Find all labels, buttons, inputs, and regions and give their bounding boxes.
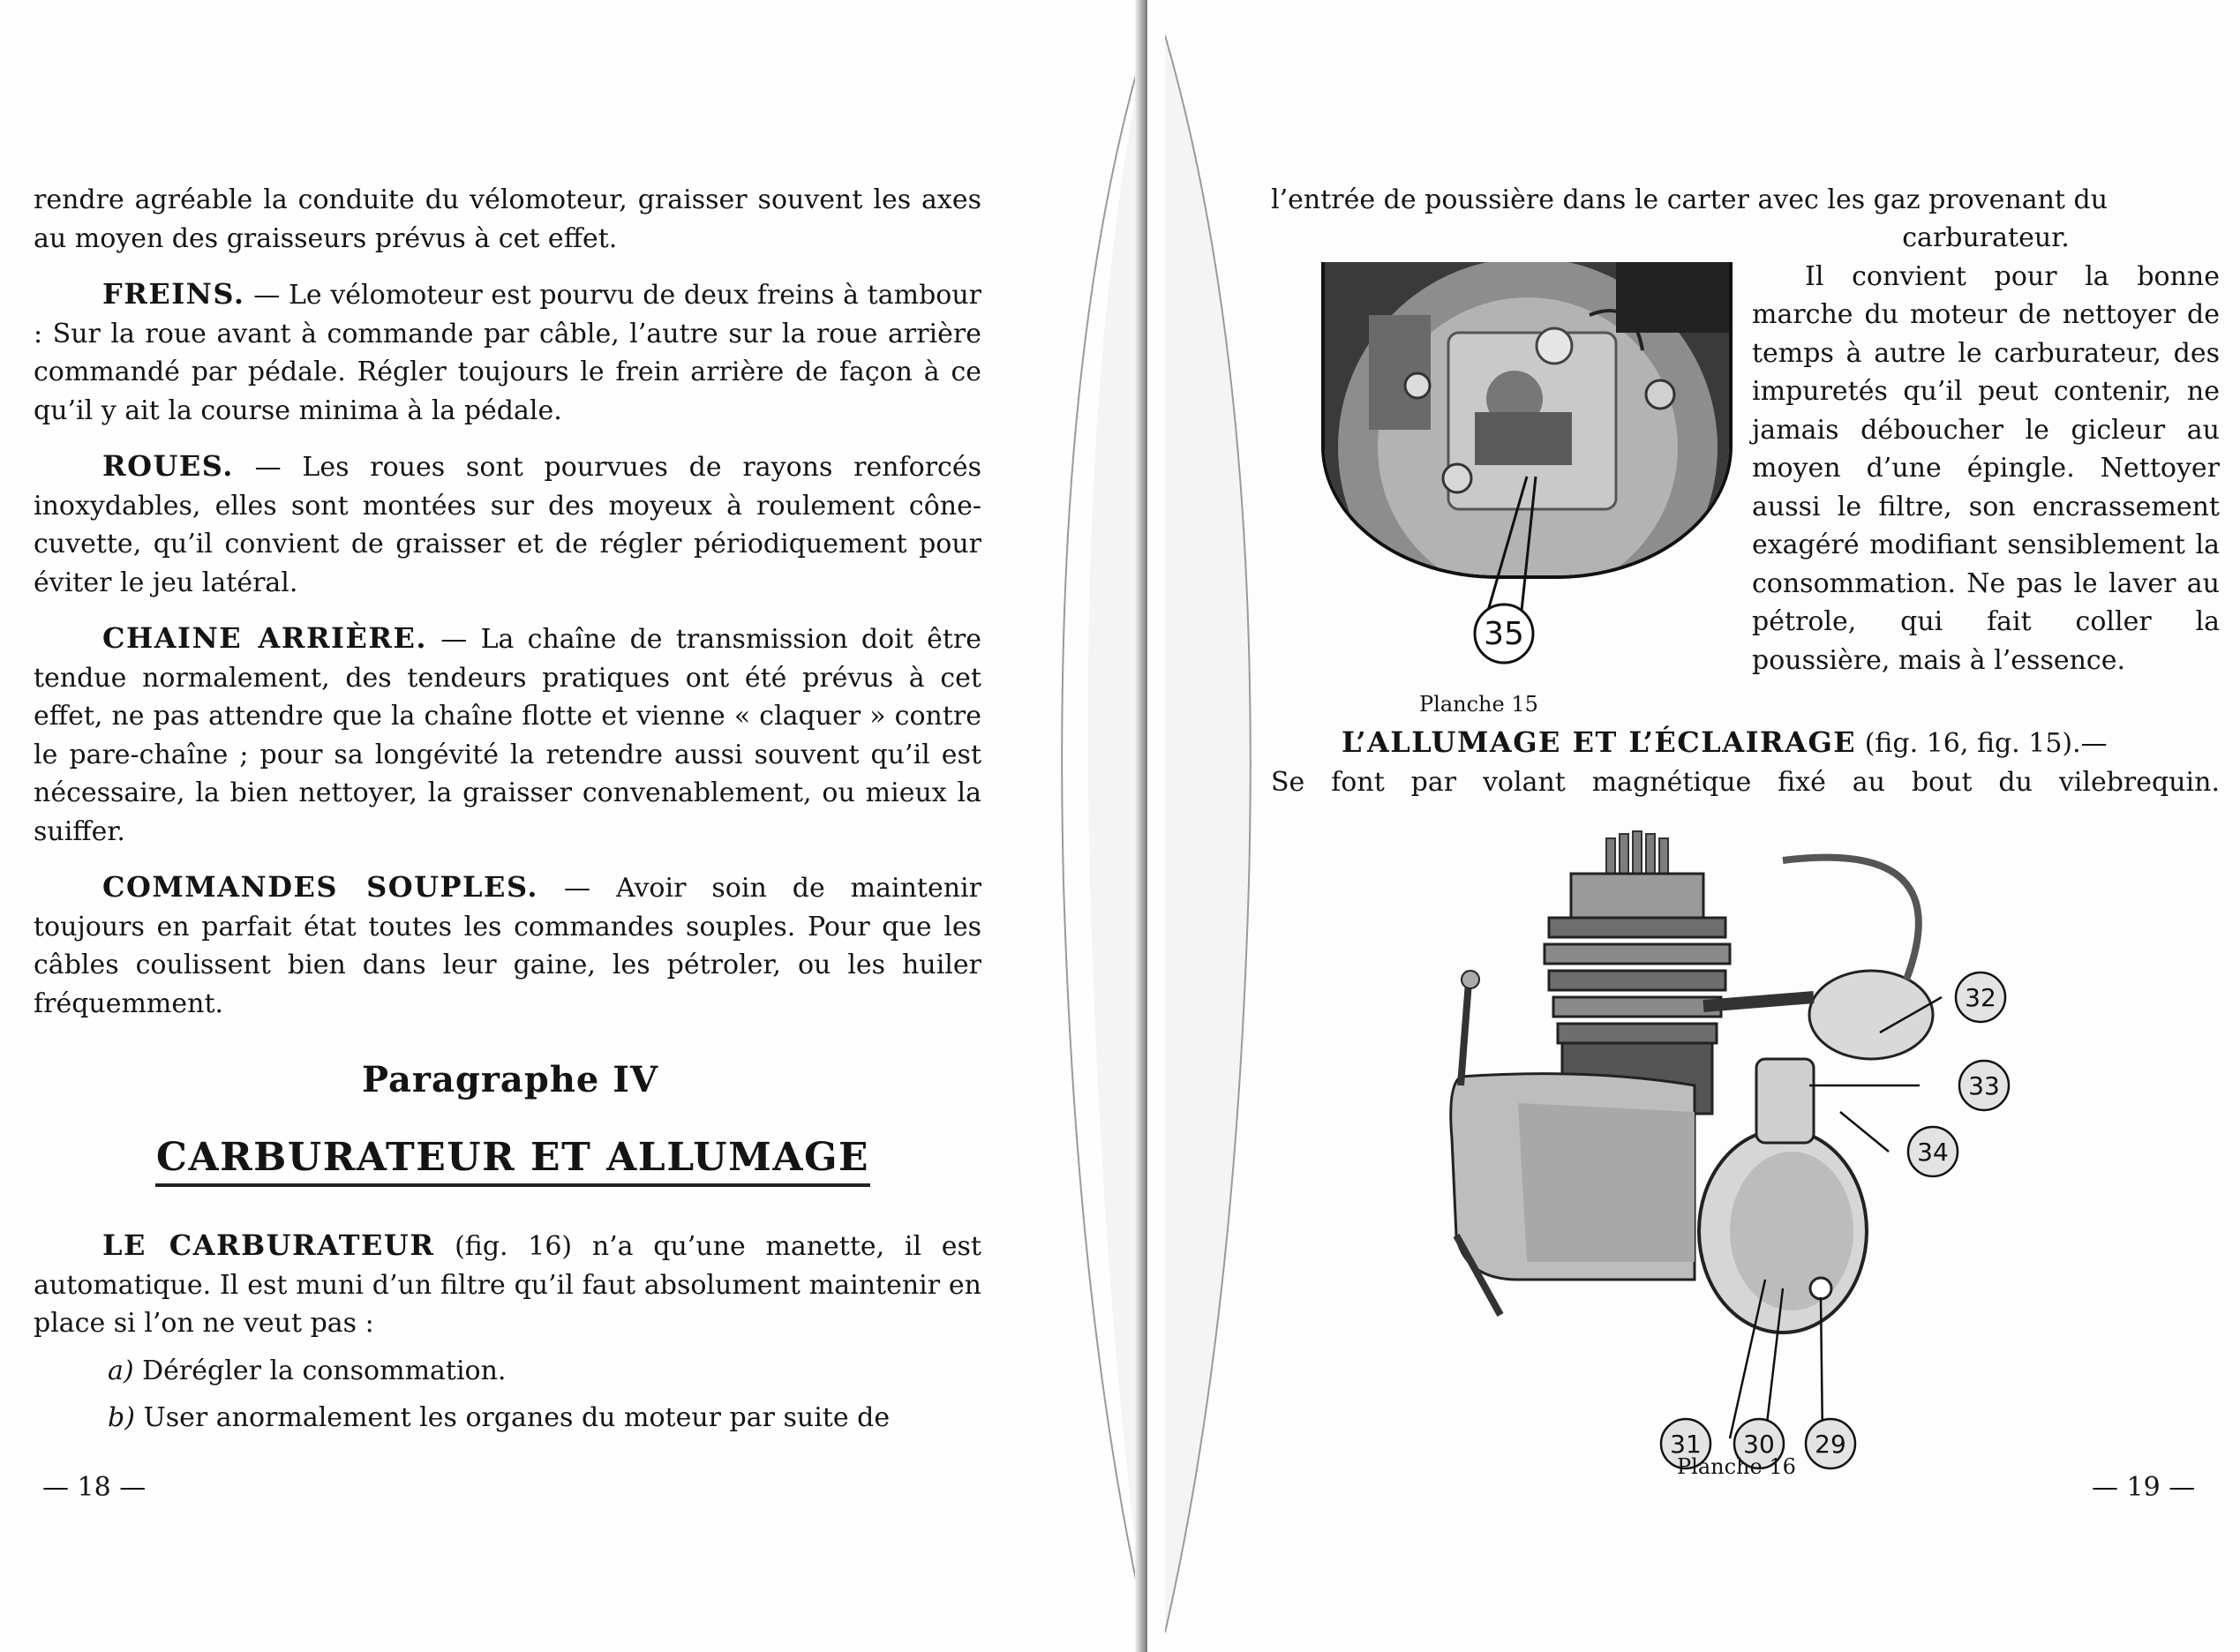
paragraph-title: Paragraphe IV: [361, 1059, 659, 1100]
intro-paragraph: rendre agréable la conduite du vélomoteur, graisser souvent les axes au moyen des graisseurs prévus à cet effet.: [34, 184, 981, 254]
allumage-ref: (fig. 16, fig. 15).—: [1856, 728, 2108, 759]
allumage-section: [1271, 724, 2220, 801]
page-curl-shadow-left: [1024, 0, 1147, 1652]
page-curl-shadow-right: [1165, 0, 1289, 1652]
chaine-paragraph: [34, 620, 981, 851]
carburateur-paragraph: [34, 1227, 981, 1343]
callout-32: 32: [1965, 983, 1996, 1012]
roues-label: ROUES.: [102, 449, 234, 483]
callout-35: 35: [1484, 616, 1524, 652]
item-a-marker: a): [108, 1355, 134, 1386]
commandes-label: COMMANDES SOUPLES.: [102, 870, 539, 904]
roues-text: — Les roues sont pourvues de rayons renforcés inoxydables, elles sont montées sur des moyeux à roulement cône-cuvette, qu’il convient de graisser et de régler périodiquement pour éviter le jeu latéral.: [34, 452, 981, 598]
chaine-text: — La chaîne de transmission doit être tendue normalement, des tendeurs pratiques ont été prévus à cet effet, ne pas attendre que la chaîne flotte et vienne « claquer » contre le pare-chaîne ; pour sa longévité la retendre aussi souvent qu’il est nécessaire, la bien nettoyer, la graisser convenablement, ou mieux la suiffer.: [34, 624, 982, 847]
left-body-text: [34, 181, 981, 1023]
page-number-right: — 19 —: [2092, 1472, 2196, 1503]
callout-33: 33: [1968, 1071, 2000, 1100]
item-a-text: Dérégler la consommation.: [133, 1355, 507, 1386]
item-b-text: User anormalement les organes du moteur par suite de: [134, 1402, 891, 1433]
freins-paragraph: [34, 275, 981, 430]
carburateur-label: LE CARBURATEUR: [102, 1228, 435, 1262]
chapter-title: CARBURATEUR ET ALLUMAGE: [155, 1135, 870, 1187]
item-b-marker: b): [108, 1402, 135, 1433]
list-item-b: [34, 1399, 981, 1438]
freins-text: — Le vélomoteur est pourvu de deux freins à tambour : Sur la roue avant à commande par câble, l’autre sur la roue arrière commandé par pédale. Régler toujours le frein arrière de façon à ce qu’il y ait la course minima à la pédale.: [34, 280, 981, 426]
carburateur-text: (fig. 16) n’a qu’une manette, il est automatique. Il est muni d’un filtre qu’il faut absolument maintenir en place si l’on ne veut pas :: [34, 1231, 981, 1339]
right-column-text: [1752, 219, 2220, 680]
freins-label: FREINS.: [102, 277, 245, 311]
allumage-text: Se font par volant magnétique fixé au bout du vilebrequin.: [1271, 766, 2220, 798]
callout-30: 30: [1743, 1430, 1775, 1459]
callout-31: 31: [1670, 1430, 1702, 1459]
chaine-label: CHAINE ARRIÈRE.: [102, 621, 428, 655]
plate-16-engine-photo: [1412, 821, 2083, 1474]
carburateur-word: carburateur.: [1902, 222, 2070, 253]
plate-16-caption: Planche 16: [1677, 1454, 1796, 1479]
callout-29: 29: [1815, 1430, 1846, 1459]
commandes-paragraph: [34, 868, 981, 1023]
roues-paragraph: [34, 447, 981, 602]
plate-15-callout: [1412, 441, 1589, 688]
allumage-label: L’ALLUMAGE ET L’ÉCLAIRAGE: [1342, 725, 1857, 759]
carburateur-section: [34, 1227, 981, 1438]
allumage-paragraph: [1271, 724, 2220, 763]
plate-15-caption: Planche 15: [1419, 692, 1538, 717]
callout-34: 34: [1917, 1138, 1949, 1167]
list-item-a: [34, 1352, 981, 1391]
right-top-text: [1271, 181, 2220, 220]
commandes-text: — Avoir soin de maintenir toujours en parfait état toutes les commandes souples. Pour que les câbles coulissent bien dans leur gaine, les pétroler, ou les huiler fréquemment.: [34, 873, 981, 1019]
right-first-line: l’entrée de poussière dans le carter avec les gaz provenant du: [1271, 184, 2108, 215]
page-number-left: — 18 —: [42, 1472, 147, 1503]
cleaning-paragraph: Il convient pour la bonne marche du moteur de nettoyer de temps à autre le carburateur, des impuretés qu’il peut contenir, ne jamais déboucher le gicleur au moyen d’une épingle. Nettoyer aussi le filtre, son encrassement exagéré modifiant sensiblement la consommation. Ne pas le laver au pétrole, qui fait coller la poussière, mais à l’essence.: [1752, 260, 2220, 676]
